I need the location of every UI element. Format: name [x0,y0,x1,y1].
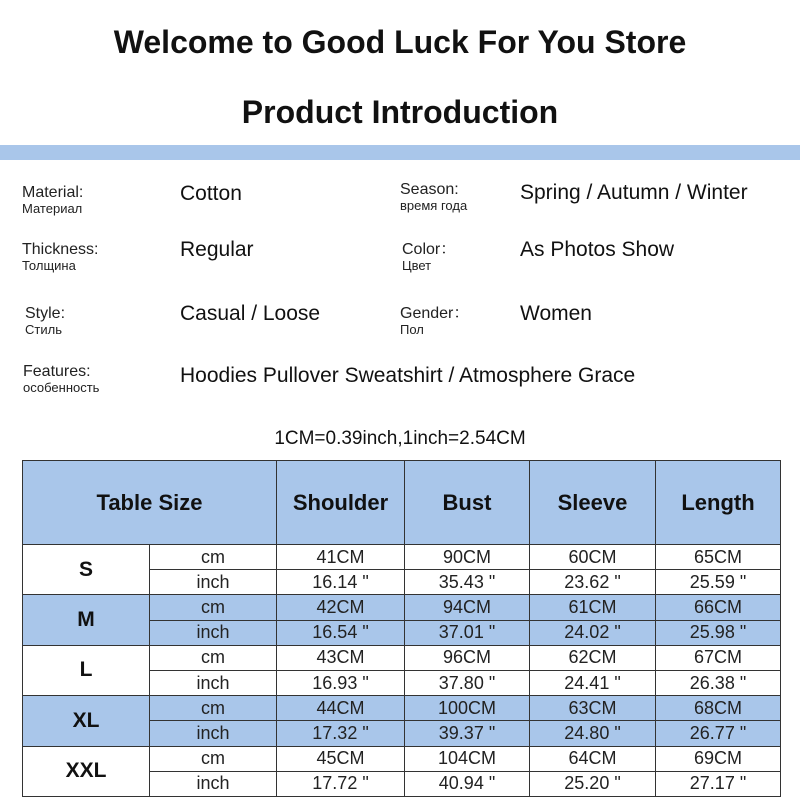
unit-cell: cm [150,595,277,620]
size-row-s [23,545,781,595]
sleeve-cm: 64CM [530,746,656,771]
unit-cell: inch [150,570,277,595]
size-row-xxl [23,746,781,796]
length-inch: 25.98 " [656,620,781,645]
color-value: As Photos Show [520,238,675,261]
features-label: Features: особенность [23,363,100,395]
sleeve-inch: 24.80 " [530,721,656,746]
sleeve-cm: 62CM [530,645,656,670]
size-table [22,460,781,797]
unit-cell: cm [150,696,277,721]
material-value: Cotton [180,182,242,205]
shoulder-inch: 16.54 " [277,620,405,645]
size-label: S [23,545,150,595]
size-label: XL [23,696,150,746]
sleeve-inch: 24.02 " [530,620,656,645]
header-shoulder: Shoulder [277,461,405,545]
size-row-l [23,645,781,695]
unit-cell: inch [150,620,277,645]
size-row-m [23,595,781,645]
thickness-value: Regular [180,238,254,261]
table-row [23,595,781,620]
unit-cell: inch [150,670,277,695]
bust-inch: 37.80 " [405,670,530,695]
unit-conversion-note: 1CM=0.39inch,1inch=2.54CM [274,428,526,449]
sleeve-cm: 61CM [530,595,656,620]
bust-cm: 104CM [405,746,530,771]
sleeve-inch: 25.20 " [530,771,656,796]
style-label: Style: Стиль [25,305,66,337]
table-row [23,746,781,771]
size-table-header [23,461,781,545]
size-row-xl [23,696,781,746]
shoulder-inch: 17.32 " [277,721,405,746]
season-value: Spring / Autumn / Winter [520,181,748,204]
bust-cm: 94CM [405,595,530,620]
color-label: Color： Цвет [402,241,457,273]
unit-cell: cm [150,545,277,570]
sleeve-inch: 23.62 " [530,570,656,595]
bust-inch: 40.94 " [405,771,530,796]
sleeve-inch: 24.41 " [530,670,656,695]
header-table-size: Table Size [23,461,277,545]
gender-value: Women [520,302,592,325]
gender-label: Gender： Пол [400,305,470,337]
length-cm: 67CM [656,645,781,670]
shoulder-inch: 16.14 " [277,570,405,595]
length-cm: 66CM [656,595,781,620]
table-row [23,696,781,721]
features-value: Hoodies Pullover Sweatshirt / Atmosphere Grace [180,364,636,387]
material-label: Material: Материал [22,184,84,216]
shoulder-cm: 41CM [277,545,405,570]
unit-cell: cm [150,645,277,670]
sleeve-cm: 63CM [530,696,656,721]
store-welcome-title: Welcome to Good Luck For You Store [113,24,687,60]
shoulder-cm: 44CM [277,696,405,721]
style-value: Casual / Loose [180,302,321,325]
size-label: XXL [23,746,150,796]
bust-inch: 35.43 " [405,570,530,595]
shoulder-cm: 45CM [277,746,405,771]
unit-cell: inch [150,771,277,796]
bust-cm: 90CM [405,545,530,570]
season-label: Season: время года [400,181,468,213]
header-bust: Bust [405,461,530,545]
size-label: L [23,645,150,695]
shoulder-cm: 42CM [277,595,405,620]
header-sleeve: Sleeve [530,461,656,545]
length-cm: 65CM [656,545,781,570]
unit-cell: inch [150,721,277,746]
length-inch: 26.77 " [656,721,781,746]
bust-cm: 100CM [405,696,530,721]
length-inch: 26.38 " [656,670,781,695]
bust-inch: 37.01 " [405,620,530,645]
shoulder-cm: 43CM [277,645,405,670]
bust-cm: 96CM [405,645,530,670]
length-cm: 69CM [656,746,781,771]
product-introduction-title: Product Introduction [241,94,559,130]
header-length: Length [656,461,781,545]
header-divider-band [0,145,800,160]
length-inch: 25.59 " [656,570,781,595]
unit-cell: cm [150,746,277,771]
shoulder-inch: 16.93 " [277,670,405,695]
table-row [23,645,781,670]
thickness-label: Thickness: Толщина [22,241,99,273]
sleeve-cm: 60CM [530,545,656,570]
length-cm: 68CM [656,696,781,721]
size-label: M [23,595,150,645]
table-row [23,545,781,570]
bust-inch: 39.37 " [405,721,530,746]
shoulder-inch: 17.72 " [277,771,405,796]
length-inch: 27.17 " [656,771,781,796]
